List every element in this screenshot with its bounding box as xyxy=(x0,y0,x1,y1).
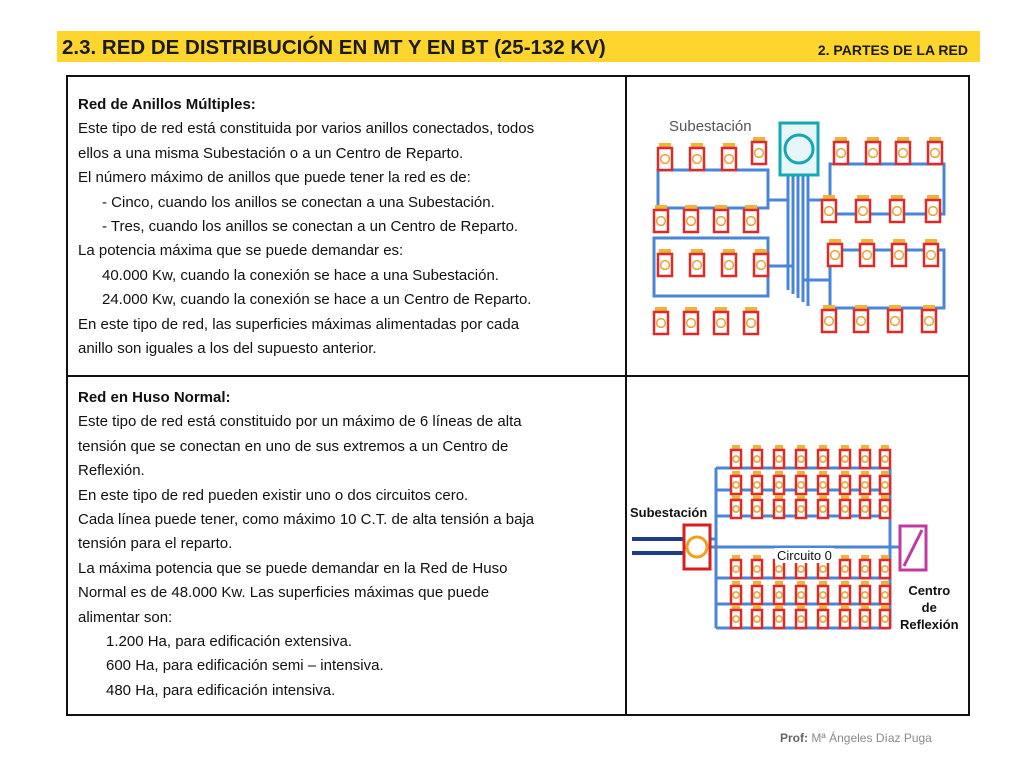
transformer-center-icon xyxy=(880,445,890,468)
transformer-center-icon xyxy=(860,445,870,468)
transformer-center-icon xyxy=(928,137,942,164)
transformer-center-icon xyxy=(840,445,850,468)
transformer-center-icon xyxy=(892,239,906,266)
transformer-center-icon xyxy=(840,495,850,518)
transformer-center-icon xyxy=(774,445,784,468)
transformer-center-icon xyxy=(854,305,868,332)
transformer-center-icon xyxy=(818,471,828,494)
transformer-center-icon xyxy=(714,205,728,232)
transformer-center-icon xyxy=(822,305,836,332)
row1-power-item: 24.000 Kw, cuando la conexión se hace a un Centro de Reparto. xyxy=(102,291,532,309)
transformer-center-icon xyxy=(922,305,936,332)
transformer-center-icon xyxy=(924,239,938,266)
transformer-center-icon xyxy=(896,137,910,164)
transformer-center-icon xyxy=(744,307,758,334)
transformer-center-icon xyxy=(752,605,762,628)
transformer-center-icon xyxy=(796,471,806,494)
transformer-center-icon xyxy=(658,143,672,170)
row1-text-cell xyxy=(78,93,618,361)
transformer-center-icon xyxy=(860,239,874,266)
transformer-center-icon xyxy=(926,195,940,222)
transformer-center-icon xyxy=(840,581,850,604)
row1-closing: En este tipo de red, las superficies máximas alimentadas por cada xyxy=(78,315,520,333)
row1-power-item: 40.000 Kw, cuando la conexión se hace a una Subestación. xyxy=(102,266,499,284)
transformer-center-icon xyxy=(774,605,784,628)
transformer-center-icon xyxy=(828,239,842,266)
row2-item: 480 Ha, para edificación intensiva. xyxy=(106,681,336,699)
transformer-center-icon xyxy=(860,555,870,578)
diagram1-substation-label: Subestación xyxy=(669,118,752,135)
transformer-center-icon xyxy=(752,137,766,164)
row1-closing: anillo son iguales a los del supuesto anterior. xyxy=(78,340,377,358)
transformer-center-icon xyxy=(880,605,890,628)
reflection-label-line: Reflexión xyxy=(900,617,959,632)
row2-line: Este tipo de red está constituido por un máximo de 6 líneas de alta xyxy=(78,413,522,431)
footer-author: Mª Ángeles Díaz Puga xyxy=(811,731,932,745)
transformer-center-icon xyxy=(714,307,728,334)
transformer-center-icon xyxy=(866,137,880,164)
row2-text-cell xyxy=(78,386,618,703)
table-divider-vertical xyxy=(625,75,627,716)
transformer-center-icon xyxy=(684,205,698,232)
reflection-label-line: Centro xyxy=(908,583,951,598)
row1-line: ellos a una misma Subestación o a un Centro de Reparto. xyxy=(78,144,464,162)
transformer-center-icon xyxy=(856,195,870,222)
transformer-center-icon xyxy=(818,445,828,468)
transformer-center-icon xyxy=(822,195,836,222)
row1-power-intro: La potencia máxima que se puede demandar es: xyxy=(78,242,404,260)
transformer-center-icon xyxy=(818,605,828,628)
row2-line: alimentar son: xyxy=(78,608,173,626)
row2-line: Cada línea puede tener, como máximo 10 C.T. de alta tensión a baja xyxy=(78,511,535,529)
transformer-center-icon xyxy=(818,581,828,604)
transformer-center-icon xyxy=(754,249,768,276)
transformer-center-icon xyxy=(658,249,672,276)
transformer-center-icon xyxy=(722,143,736,170)
transformer-center-icon xyxy=(690,249,704,276)
row2-item: 600 Ha, para edificación semi – intensiva. xyxy=(106,657,384,675)
section-label: 2. PARTES DE LA RED xyxy=(817,42,968,58)
diagram2-substation-label: Subestación xyxy=(630,505,708,520)
transformer-center-icon xyxy=(752,581,762,604)
transformer-center-icon xyxy=(752,445,762,468)
transformer-center-icon xyxy=(796,445,806,468)
transformer-centers-2 xyxy=(731,445,890,628)
transformer-center-icon xyxy=(860,605,870,628)
circuit-zero-label: Circuito 0 xyxy=(777,548,832,563)
row2-item: 1.200 Ha, para edificación extensiva. xyxy=(106,633,352,651)
table-divider-horizontal xyxy=(66,375,970,377)
transformer-center-icon xyxy=(840,471,850,494)
transformer-center-icon xyxy=(774,471,784,494)
transformer-center-icon xyxy=(880,555,890,578)
transformer-center-icon xyxy=(752,495,762,518)
transformer-center-icon xyxy=(731,495,741,518)
row1-bullet: - Cinco, cuando los anillos se conectan a una Subestación. xyxy=(102,193,495,211)
transformer-center-icon xyxy=(774,581,784,604)
row1-heading: Red de Anillos Múltiples: xyxy=(78,96,256,113)
transformer-center-icon xyxy=(690,143,704,170)
transformer-center-icon xyxy=(654,205,668,232)
transformer-center-icon xyxy=(731,555,741,578)
transformer-center-icon xyxy=(880,471,890,494)
reflection-label-line: de xyxy=(921,600,937,615)
row1-line: El número máximo de anillos que puede tener la red es de: xyxy=(78,169,471,187)
transformer-center-icon xyxy=(796,605,806,628)
row2-heading: Red en Huso Normal: xyxy=(78,389,231,406)
transformer-center-icon xyxy=(731,605,741,628)
footer-prefix: Prof: xyxy=(780,731,808,745)
transformer-center-icon xyxy=(752,555,762,578)
row1-line: Este tipo de red está constituida por varios anillos conectados, todos xyxy=(78,120,535,138)
transformer-center-icon xyxy=(752,471,762,494)
row2-line: Normal es de 48.000 Kw. Las superficies máximas que puede xyxy=(78,584,490,602)
transformer-center-icon xyxy=(834,137,848,164)
transformer-center-icon xyxy=(654,307,668,334)
transformer-center-icon xyxy=(774,495,784,518)
transformer-center-icon xyxy=(880,495,890,518)
transformer-center-icon xyxy=(796,581,806,604)
row1-bullet: - Tres, cuando los anillos se conectan a un Centro de Reparto. xyxy=(102,218,519,236)
row2-line: La máxima potencia que se puede demandar en la Red de Huso xyxy=(78,559,508,577)
transformer-center-icon xyxy=(840,555,850,578)
transformer-center-icon xyxy=(888,305,902,332)
row2-line: En este tipo de red pueden existir uno o dos circuitos cero. xyxy=(78,486,469,504)
page-title: 2.3. RED DE DISTRIBUCIÓN EN MT Y EN BT (25-132 KV) xyxy=(62,36,606,59)
reflection-center-label xyxy=(900,582,959,633)
transformer-center-icon xyxy=(860,581,870,604)
transformer-center-icon xyxy=(722,249,736,276)
ring-lines xyxy=(654,164,944,308)
transformer-center-icon xyxy=(684,307,698,334)
transformer-center-icon xyxy=(731,471,741,494)
footer-credit xyxy=(780,731,932,745)
transformer-center-icon xyxy=(860,495,870,518)
transformer-center-icon xyxy=(818,495,828,518)
row2-line: tensión para el reparto. xyxy=(78,535,233,553)
transformer-center-icon xyxy=(860,471,870,494)
transformer-center-icon xyxy=(744,205,758,232)
transformer-center-icon xyxy=(731,445,741,468)
transformer-center-icon xyxy=(796,495,806,518)
transformer-center-icon xyxy=(880,581,890,604)
transformer-center-icon xyxy=(840,605,850,628)
transformer-center-icon xyxy=(890,195,904,222)
transformer-center-icon xyxy=(731,581,741,604)
row2-line: tensión que se conectan en uno de sus extremos a un Centro de xyxy=(78,437,509,455)
row2-line: Reflexión. xyxy=(78,462,145,480)
